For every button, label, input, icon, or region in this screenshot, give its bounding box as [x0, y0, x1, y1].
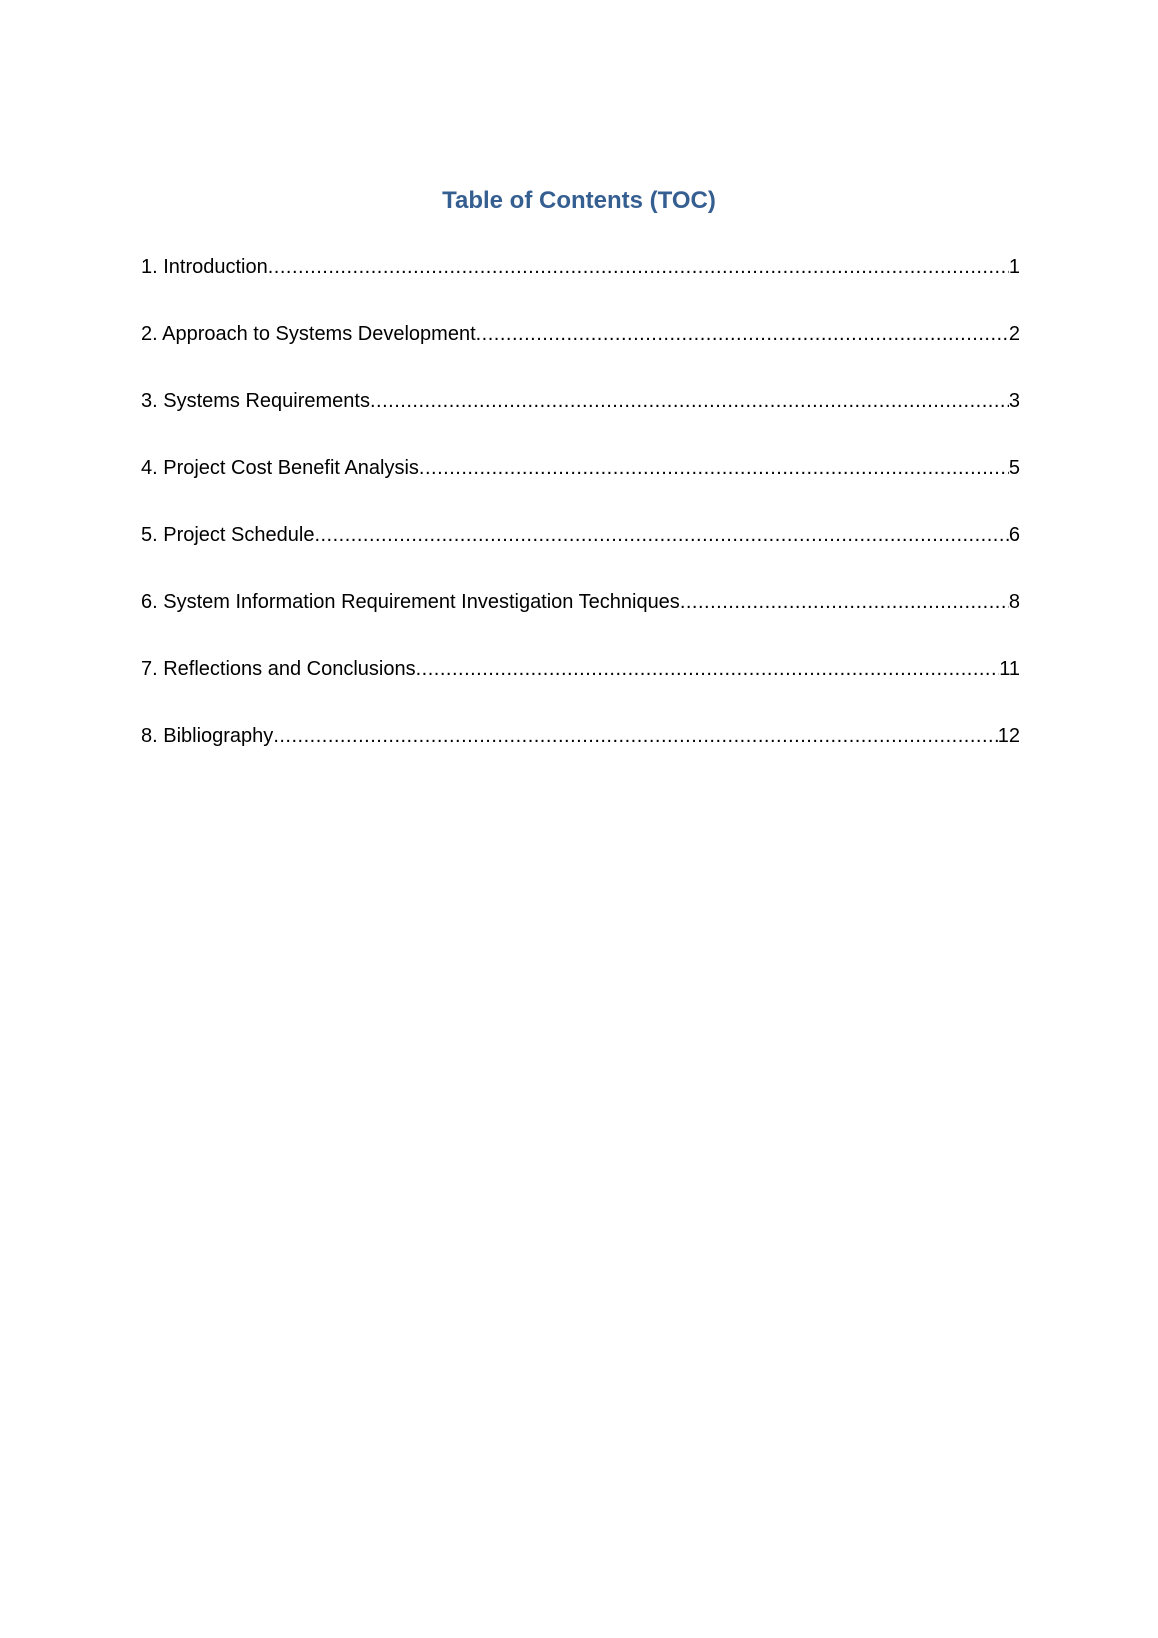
toc-entry-label: 1. Introduction — [141, 256, 268, 278]
toc-dot-leader — [314, 523, 1008, 547]
toc-entry-label: 5. Project Schedule — [141, 524, 315, 546]
toc-entry-reflections[interactable] — [141, 657, 1020, 724]
toc-entry-approach[interactable] — [141, 322, 1020, 389]
toc-entry-label: 6. System Information Requirement Investigation Techniques — [141, 591, 680, 613]
toc-entry-label: 2. Approach to Systems Development — [141, 323, 476, 345]
toc-page-number: 12 — [997, 725, 1020, 747]
toc-dot-leader — [370, 389, 1009, 413]
toc-entry-label: 7. Reflections and Conclusions — [141, 658, 416, 680]
toc-entry-label: 8. Bibliography — [141, 725, 274, 747]
toc-entry-bibliography[interactable] — [141, 724, 1020, 791]
toc-list — [141, 255, 1020, 791]
toc-page-number: 1 — [1008, 256, 1020, 278]
toc-dot-leader — [416, 657, 1000, 681]
toc-entry-requirements[interactable] — [141, 389, 1020, 456]
toc-entry-cost-benefit[interactable] — [141, 456, 1020, 523]
toc-page-number: 2 — [1008, 323, 1020, 345]
toc-entry-investigation[interactable] — [141, 590, 1020, 657]
toc-dot-leader — [476, 322, 1009, 346]
toc-dot-leader — [268, 255, 1009, 279]
toc-entry-label: 3. Systems Requirements — [141, 390, 370, 412]
toc-page-number: 5 — [1008, 457, 1020, 479]
toc-dot-leader — [419, 456, 1009, 480]
toc-page-number: 8 — [1008, 591, 1020, 613]
toc-page-number: 6 — [1008, 524, 1020, 546]
toc-dot-leader — [680, 590, 1009, 614]
toc-dot-leader — [273, 724, 997, 748]
toc-page-number: 11 — [999, 658, 1020, 680]
toc-entry-introduction[interactable] — [141, 255, 1020, 322]
toc-page-number: 3 — [1008, 390, 1020, 412]
toc-title: Table of Contents (TOC) — [442, 187, 716, 214]
toc-entry-schedule[interactable] — [141, 523, 1020, 590]
toc-entry-label: 4. Project Cost Benefit Analysis — [141, 457, 419, 479]
